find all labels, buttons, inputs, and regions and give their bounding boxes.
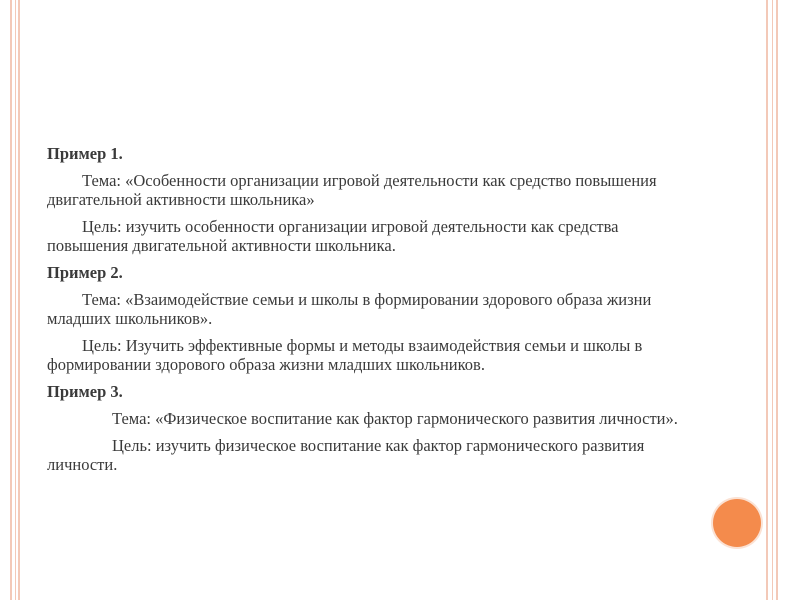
example-3-topic: Тема: «Физическое воспитание как фактор гармонического развития личности».	[112, 409, 678, 428]
example-2-heading: Пример 2.	[47, 263, 123, 282]
left-border-decoration	[10, 0, 20, 600]
example-2-goal: Цель: Изучить эффективные формы и методы взаимодействия семьи и школы в формировании здорового образа жизни младших школьников.	[47, 336, 643, 374]
right-border-decoration	[766, 0, 778, 600]
example-3-heading: Пример 3.	[47, 382, 123, 401]
example-3-goal: Цель: изучить физическое воспитание как фактор гармонического развития личности.	[47, 436, 645, 474]
example-1-heading: Пример 1.	[47, 144, 123, 163]
example-1-topic: Тема: «Особенности организации игровой деятельности как средство повышения двигательной активности школьника»	[47, 171, 657, 209]
example-1-goal: Цель: изучить особенности организации игровой деятельности как средства повышения двигательной активности школьника.	[47, 217, 619, 255]
example-2-topic: Тема: «Взаимодействие семьи и школы в формировании здорового образа жизни младших школьников».	[47, 290, 652, 328]
slide-content	[47, 144, 687, 482]
orange-circle-decoration	[713, 499, 761, 547]
